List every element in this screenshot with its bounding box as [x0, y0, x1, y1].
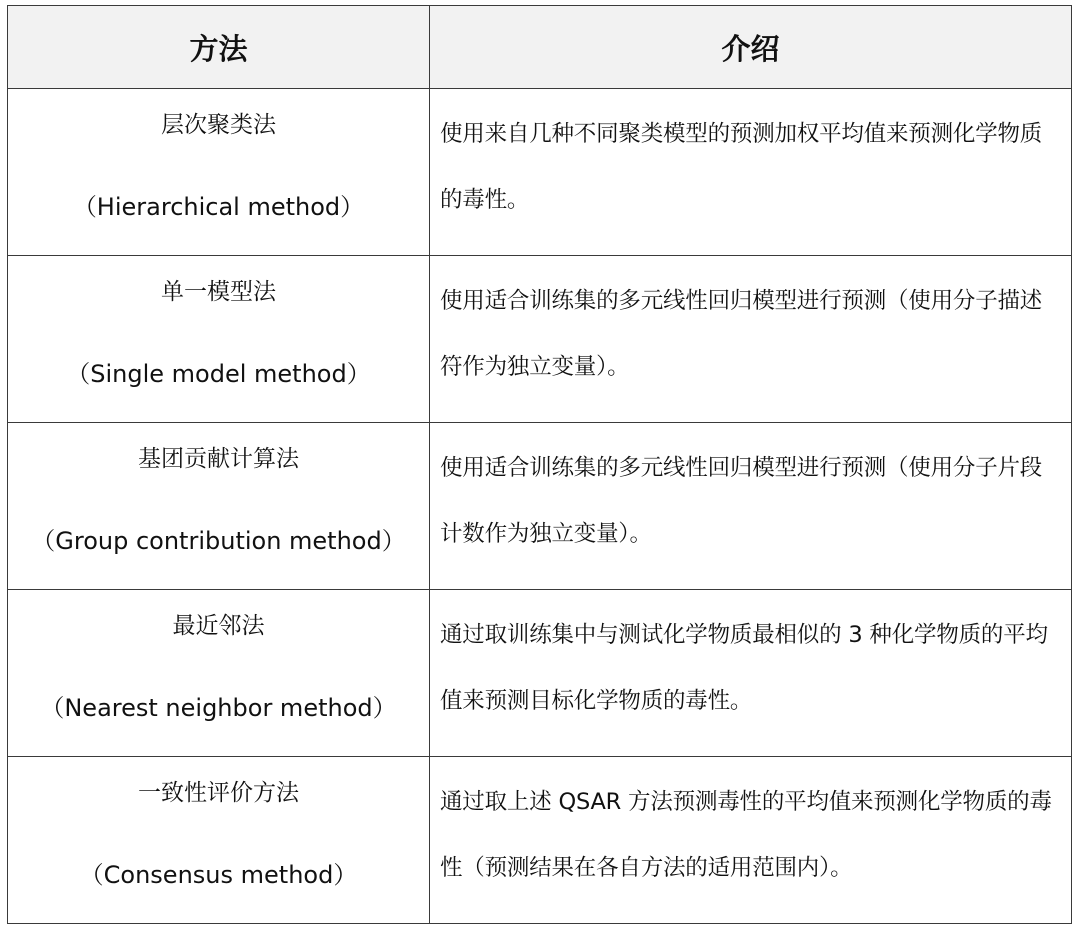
table-row [8, 757, 1072, 924]
method-name-zh: 层次聚类法 [161, 112, 276, 138]
method-name-en: （Hierarchical method） [72, 193, 365, 221]
methods-table-container [7, 5, 1071, 924]
method-name-en: （Group contribution method） [31, 527, 406, 555]
table-row [8, 590, 1072, 757]
method-description: 通过取训练集中与测试化学物质最相似的 3 种化学物质的平均值来预测目标化学物质的毒性。 [440, 622, 1048, 714]
method-name-en: （Nearest neighbor method） [40, 694, 397, 722]
method-description: 通过取上述 QSAR 方法预测毒性的平均值来预测化学物质的毒性（预测结果在各自方法的适用范围内）。 [440, 789, 1052, 881]
method-name-zh: 最近邻法 [172, 613, 265, 639]
method-name-zh: 单一模型法 [161, 279, 276, 305]
methods-table [7, 5, 1072, 924]
table-row [8, 256, 1072, 423]
header-method: 方法 [8, 6, 430, 89]
description-cell [430, 590, 1072, 757]
method-name-en: （Single model method） [66, 360, 371, 388]
method-cell [8, 423, 430, 590]
method-name-zh: 基团贡献计算法 [138, 446, 299, 472]
description-cell [430, 256, 1072, 423]
description-cell [430, 423, 1072, 590]
method-name-en: （Consensus method） [79, 861, 358, 889]
method-description: 使用适合训练集的多元线性回归模型进行预测（使用分子描述符作为独立变量）。 [440, 288, 1043, 380]
table-row [8, 423, 1072, 590]
table-row [8, 89, 1072, 256]
description-cell [430, 89, 1072, 256]
method-cell [8, 590, 430, 757]
method-name-zh: 一致性评价方法 [138, 780, 299, 806]
header-description: 介绍 [430, 6, 1072, 89]
description-cell [430, 757, 1072, 924]
method-description: 使用来自几种不同聚类模型的预测加权平均值来预测化学物质的毒性。 [440, 121, 1043, 213]
method-cell [8, 89, 430, 256]
method-description: 使用适合训练集的多元线性回归模型进行预测（使用分子片段计数作为独立变量）。 [440, 455, 1043, 547]
header-row [8, 6, 1072, 89]
method-cell [8, 256, 430, 423]
method-cell [8, 757, 430, 924]
